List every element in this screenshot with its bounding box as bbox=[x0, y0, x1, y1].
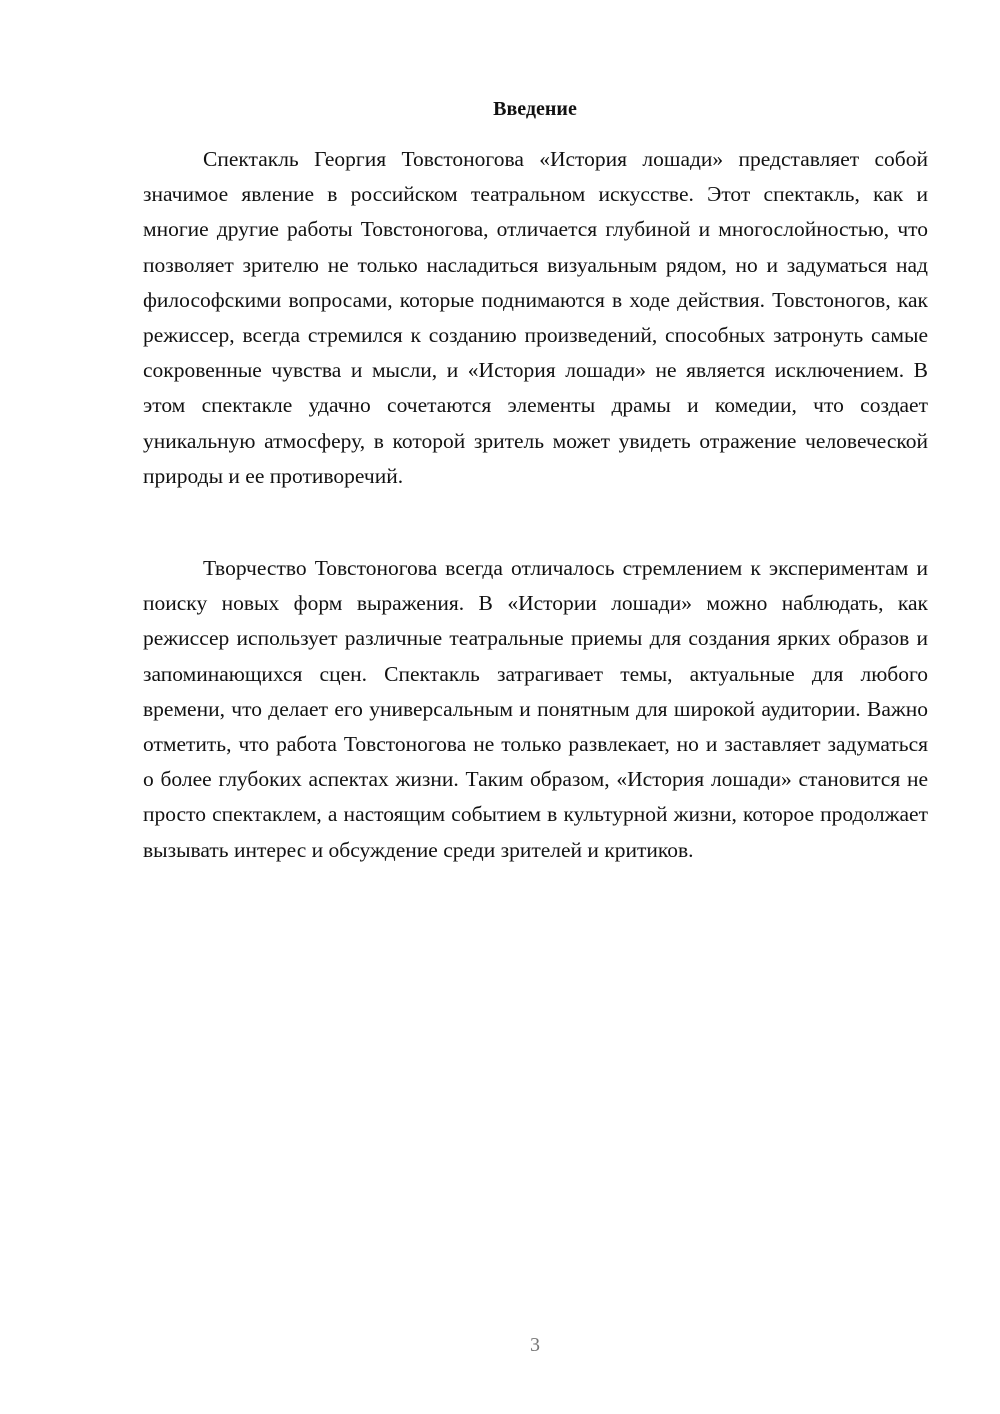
paragraph: Творчество Товстоногова всегда отличалось стремлением к экспериментам и поиску новых форм выражения. В «Истории лошади» можно наблюдать, как режиссер использует различные театральные приемы для создания ярких образов и запоминающихся сцен. Спектакль затрагивает темы, актуальные для любого времени, что делает его универсальным и понятным для широкой аудитории. Важно отметить, что работа Товстоногова не только развлекает, но и заставляет задуматься о более глубоких аспектах жизни. Таким образом, «История лошади» становится не просто спектаклем, а настоящим событием в культурной жизни, которое продолжает вызывать интерес и обсуждение среди зрителей и критиков. bbox=[143, 556, 928, 862]
paragraph: Спектакль Георгия Товстоногова «История лошади» представляет собой значимое явление в российском театральном искусстве. Этот спектакль, как и многие другие работы Товстоногова, отличается глубиной и многослойностью, что позволяет зрителю не только насладиться визуальным рядом, но и задуматься над философскими вопросами, которые поднимаются в ходе действия. Товстоногов, как режиссер, всегда стремился к созданию произведений, способных затронуть самые сокровенные чувства и мысли, и «История лошади» не является исключением. В этом спектакле удачно сочетаются элементы драмы и комедии, что создает уникальную атмосферу, в которой зритель может увидеть отражение человеческой природы и ее противоречий. bbox=[143, 147, 928, 488]
page-number: 3 bbox=[530, 1334, 540, 1356]
section-title: Введение bbox=[493, 98, 577, 120]
